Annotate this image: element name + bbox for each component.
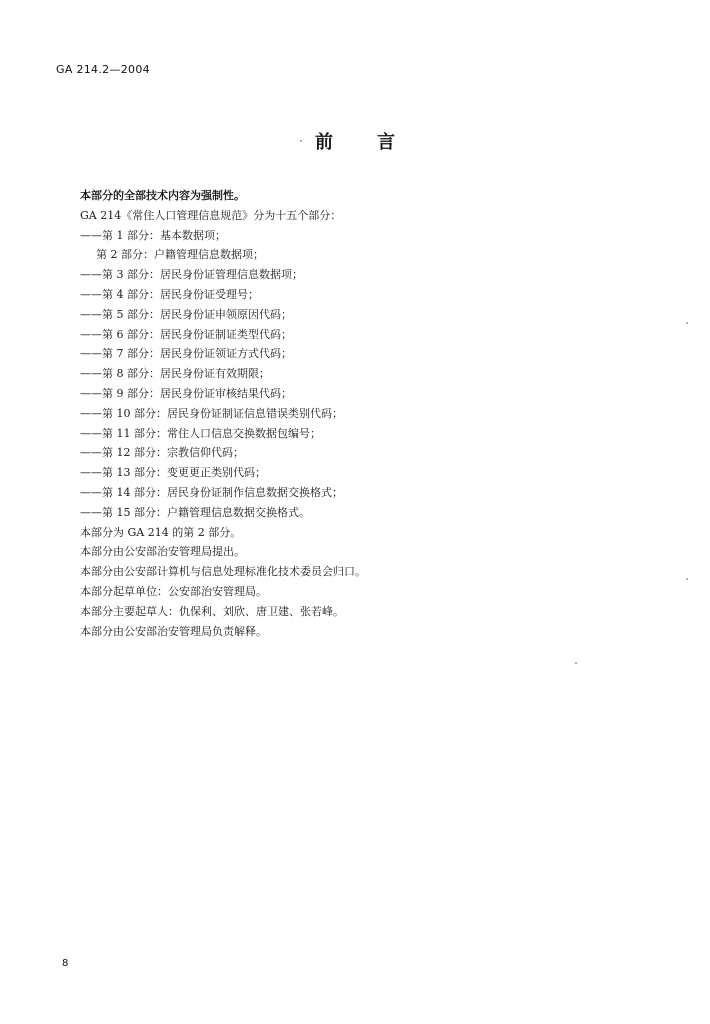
scan-speck — [686, 322, 688, 324]
scan-speck — [686, 578, 688, 580]
text-line: ——第 6 部分：居民身份证制证类型代码； — [80, 327, 292, 341]
scan-speck — [300, 140, 302, 142]
text-line: ——第 5 部分：居民身份证申领原因代码； — [80, 307, 292, 321]
text-line: 本部分起草单位：公安部治安管理局。 — [80, 584, 267, 598]
text-line: ——第 4 部分：居民身份证受理号； — [80, 287, 259, 301]
text-line: 本部分主要起草人：仇保利、刘欣、唐卫建、张若峰。 — [80, 604, 344, 618]
text-line: 本部分的全部技术内容为强制性。 — [80, 189, 245, 202]
text-line: 本部分由公安部治安管理局负责解释。 — [80, 624, 267, 638]
text-line: ——第 1 部分：基本数据项； — [80, 228, 226, 242]
text-line: 本部分为 GA 214 的第 2 部分。 — [80, 525, 242, 539]
text-line: ——第 3 部分：居民身份证管理信息数据项； — [80, 268, 303, 282]
text-line: GA 214《常住人口管理信息规范》分为十五个部分： — [80, 208, 342, 222]
text-line: ——第 13 部分：变更更正类别代码； — [80, 466, 266, 480]
text-line: ——第 10 部分：居民身份证制证信息错误类别代码； — [80, 406, 343, 420]
standard-code: GA 214.2—2004 — [56, 63, 150, 76]
page-number: 8 — [62, 958, 69, 969]
scan-speck — [575, 662, 577, 664]
text-line: 本部分由公安部治安管理局提出。 — [80, 545, 245, 559]
text-line: ——第 9 部分：居民身份证审核结果代码； — [80, 386, 292, 400]
text-line: 第 2 部分：户籍管理信息数据项； — [96, 248, 264, 262]
text-line: ——第 12 部分：宗教信仰代码； — [80, 446, 244, 460]
text-line: ——第 11 部分：常住人口信息交换数据包编号； — [80, 426, 321, 440]
text-line: 本部分由公安部计算机与信息处理标准化技术委员会归口。 — [80, 565, 366, 579]
text-line: ——第 8 部分：居民身份证有效期限； — [80, 367, 270, 381]
foreword-body — [80, 186, 680, 641]
text-line: ——第 7 部分：居民身份证领证方式代码； — [80, 347, 292, 361]
text-line: ——第 14 部分：居民身份证制作信息数据交换格式； — [80, 485, 343, 499]
text-line: ——第 15 部分：户籍管理信息数据交换格式。 — [80, 505, 310, 519]
page-title: 前言 — [315, 132, 439, 153]
